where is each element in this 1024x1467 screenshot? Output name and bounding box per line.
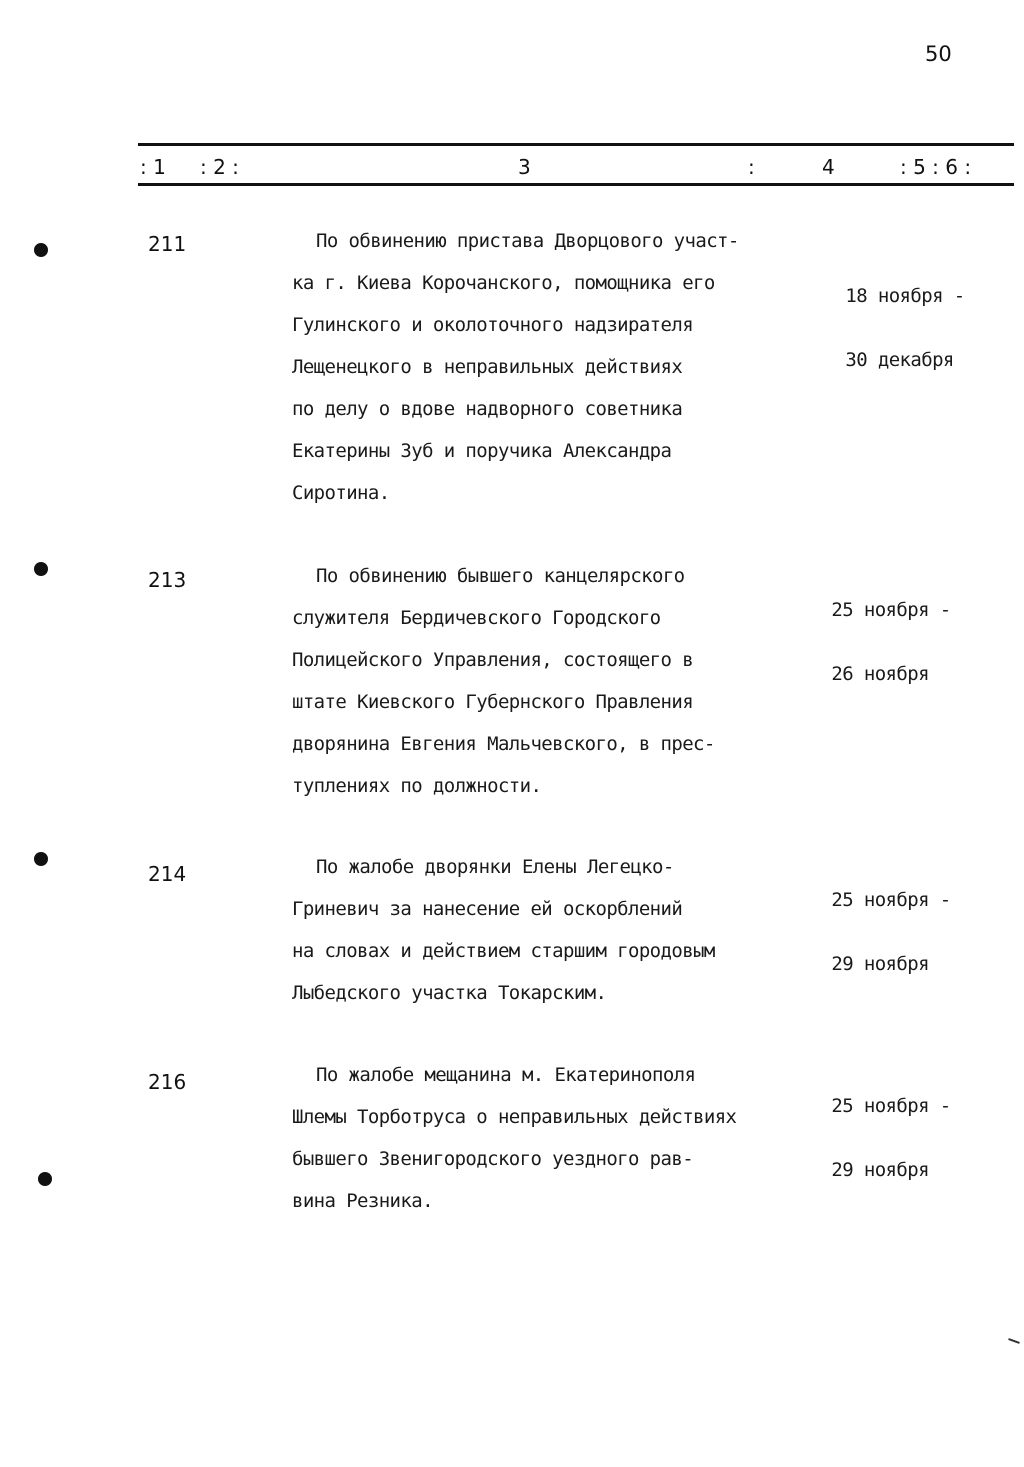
entry-line: По жалобе дворянки Елены Легецко- <box>316 856 674 878</box>
entry-line: Полицейского Управления, состоящего в <box>292 649 694 671</box>
column-header-5-6: : 5 : 6 : <box>900 155 972 179</box>
entry-date-range <box>788 852 951 1012</box>
entry-line: Екатерины Зуб и поручика Александра <box>292 440 672 462</box>
column-header-4: 4 <box>822 155 835 179</box>
entry-line: дворянина Евгения Мальчевского, в прес- <box>292 733 715 755</box>
entry-line: служителя Бердичевского Городского <box>292 607 661 629</box>
entry-description <box>292 1054 802 1222</box>
punch-hole-icon <box>31 559 51 579</box>
punch-hole-icon <box>31 849 51 869</box>
scan-mark <box>1008 1338 1020 1344</box>
entry-date-to: 26 ноября <box>831 663 929 685</box>
entry-date-from: 25 ноября - <box>831 1095 951 1117</box>
entry-line: Лыбедского участка Токарским. <box>292 982 607 1004</box>
entry-line: штате Киевского Губернского Правления <box>292 691 694 713</box>
entry-date-from: 25 ноября - <box>831 889 951 911</box>
entry-line: По обвинению пристава Дворцового участ- <box>316 230 739 252</box>
entry-line: По обвинению бывшего канцелярского <box>316 565 685 587</box>
entry-line: по делу о вдове надворного советника <box>292 398 683 420</box>
column-header-1: : 1 <box>140 155 166 179</box>
entry-line: бывшего Звенигородского уездного рав- <box>292 1148 694 1170</box>
entry-number: 216 <box>148 1070 187 1094</box>
entry-line: туплениях по должности. <box>292 775 542 797</box>
entry-line: на словах и действием старшим городовым <box>292 940 715 962</box>
entry-date-range <box>788 1058 951 1218</box>
entry-date-to: 29 ноября <box>831 1159 929 1181</box>
header-top-rule <box>138 143 1014 146</box>
entry-line: вина Резника. <box>292 1190 433 1212</box>
entry-number: 211 <box>148 232 187 256</box>
entry-number: 214 <box>148 862 187 886</box>
header-bottom-rule <box>138 183 1014 186</box>
entry-line: ка г. Киева Корочанского, помощника его <box>292 272 715 294</box>
entry-line: Сиротина. <box>292 482 390 504</box>
column-header-3: 3 <box>518 155 531 179</box>
entry-date-range <box>802 248 965 408</box>
punch-hole-icon <box>35 1169 55 1189</box>
entry-line: По жалобе мещанина м. Екатеринополя <box>316 1064 696 1086</box>
entry-date-to: 29 ноября <box>831 953 929 975</box>
entry-date-from: 25 ноября - <box>831 599 951 621</box>
entry-line: Лещенецкого в неправильных действиях <box>292 356 683 378</box>
column-header-2: : 2 : <box>200 155 239 179</box>
entry-line: Гриневич за нанесение ей оскорблений <box>292 898 683 920</box>
entry-line: Шлемы Торботруса о неправильных действиях <box>292 1106 737 1128</box>
entry-date-to: 30 декабря <box>845 349 954 371</box>
entry-description <box>292 555 802 807</box>
entry-description <box>292 220 802 514</box>
entry-description <box>292 846 802 1014</box>
page-number: 50 <box>925 42 952 66</box>
entry-date-range <box>788 562 951 722</box>
column-header-separator: : <box>748 155 755 179</box>
entry-line: Гулинского и околоточного надзирателя <box>292 314 694 336</box>
punch-hole-icon <box>31 240 51 260</box>
entry-date-from: 18 ноября - <box>845 285 965 307</box>
entry-number: 213 <box>148 568 187 592</box>
